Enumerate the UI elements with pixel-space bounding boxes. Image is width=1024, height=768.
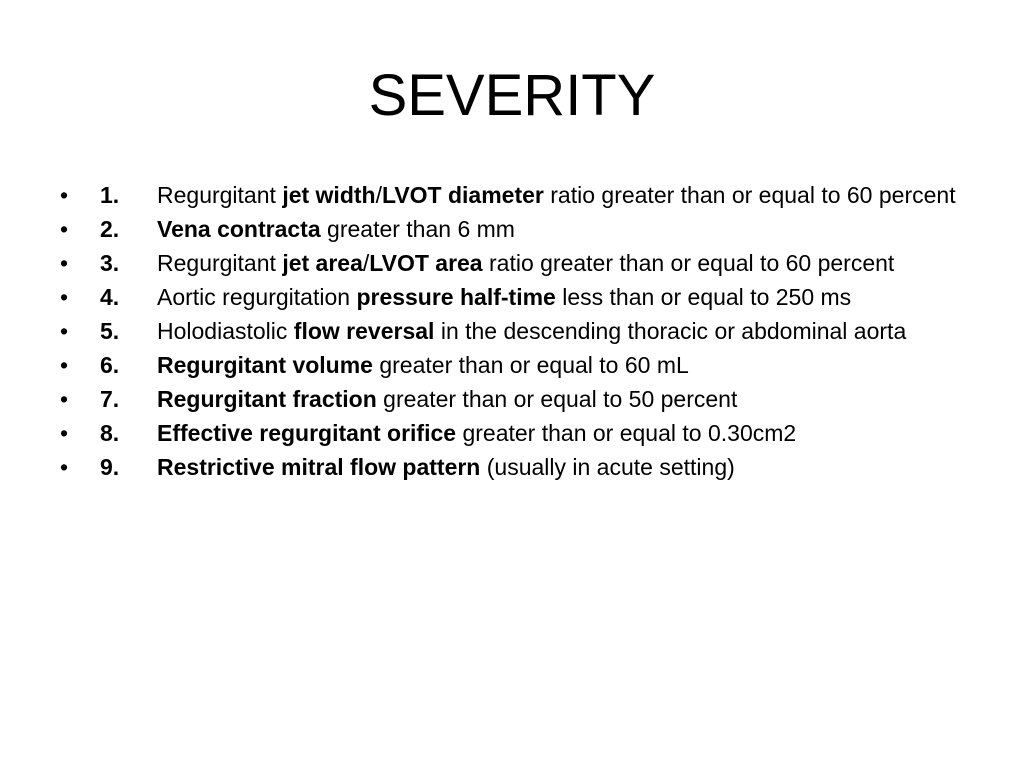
bullet-icon: • bbox=[60, 352, 69, 378]
item-number: 4. bbox=[100, 284, 120, 310]
item-term: jet area bbox=[282, 250, 363, 276]
list-item bbox=[58, 182, 958, 209]
item-text: Regurgitant bbox=[157, 182, 283, 208]
item-text: Aortic regurgitation bbox=[157, 284, 357, 310]
item-text: in the descending thoracic or abdominal aorta bbox=[434, 318, 907, 344]
list-item bbox=[58, 420, 958, 447]
item-number: 8. bbox=[100, 420, 120, 446]
item-text: / bbox=[362, 250, 370, 276]
item-number: 9. bbox=[100, 454, 120, 480]
list-item bbox=[58, 318, 958, 345]
item-text: greater than or equal to 0.30cm2 bbox=[456, 420, 797, 446]
item-term: jet width bbox=[282, 182, 376, 208]
item-term: pressure half-time bbox=[356, 284, 556, 310]
item-term: flow reversal bbox=[293, 318, 435, 344]
item-number: 3. bbox=[100, 250, 120, 276]
item-number: 6. bbox=[100, 352, 120, 378]
item-term: Vena contracta bbox=[157, 216, 321, 242]
bullet-icon: • bbox=[60, 318, 69, 344]
item-term: Regurgitant fraction bbox=[157, 386, 377, 412]
list-item bbox=[58, 284, 958, 311]
bullet-icon: • bbox=[60, 182, 69, 208]
list-item bbox=[58, 386, 958, 413]
item-term: Restrictive mitral flow pattern bbox=[157, 454, 481, 480]
item-text: (usually in acute setting) bbox=[480, 454, 735, 480]
bullet-icon: • bbox=[60, 454, 69, 480]
item-number: 5. bbox=[100, 318, 120, 344]
item-text: / bbox=[375, 182, 382, 208]
item-text: greater than or equal to 50 percent bbox=[376, 386, 738, 412]
list-item bbox=[58, 250, 958, 277]
item-term: LVOT area bbox=[369, 250, 483, 276]
item-text: greater than 6 mm bbox=[320, 216, 515, 242]
item-text: less than or equal to 250 ms bbox=[555, 284, 852, 310]
item-term: Effective regurgitant orifice bbox=[157, 420, 457, 446]
item-number: 1. bbox=[100, 182, 120, 208]
bullet-icon: • bbox=[60, 386, 69, 412]
list-item bbox=[58, 216, 958, 243]
bullet-icon: • bbox=[60, 250, 69, 276]
item-text: ratio greater than or equal to 60 percent bbox=[482, 250, 895, 276]
item-number: 2. bbox=[100, 216, 120, 242]
item-text: Regurgitant bbox=[157, 250, 283, 276]
item-term: LVOT diameter bbox=[381, 182, 544, 208]
bullet-icon: • bbox=[60, 216, 69, 242]
list-item bbox=[58, 352, 958, 379]
list-item bbox=[58, 454, 958, 481]
item-text: greater than or equal to 60 mL bbox=[372, 352, 689, 378]
bullet-icon: • bbox=[60, 420, 69, 446]
slide-title: SEVERITY bbox=[368, 63, 656, 128]
item-term: Regurgitant volume bbox=[157, 352, 373, 378]
item-text: ratio greater than or equal to 60 percent bbox=[543, 182, 956, 208]
item-number: 7. bbox=[100, 386, 120, 412]
bullet-icon: • bbox=[60, 284, 69, 310]
item-text: Holodiastolic bbox=[157, 318, 294, 344]
severity-criteria-list bbox=[58, 182, 958, 488]
